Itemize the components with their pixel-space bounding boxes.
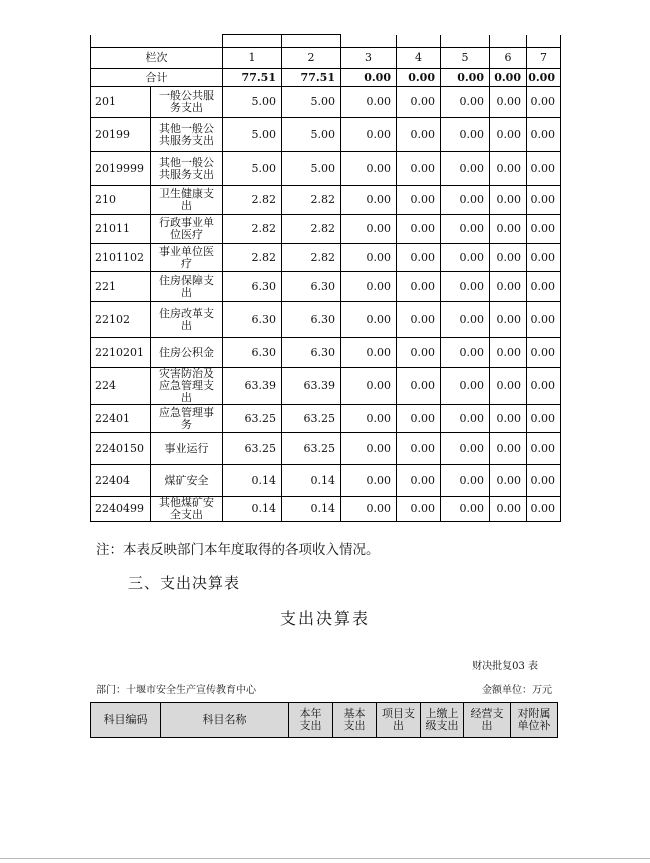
- blank-cell: [223, 35, 282, 48]
- subject-name-line: 灾害防治及: [159, 367, 214, 380]
- amount-cell: 0.00: [490, 272, 527, 302]
- table-row: [91, 244, 561, 272]
- subject-name-line: 住房保障支: [159, 273, 214, 287]
- blank-cell: [397, 35, 441, 48]
- amount-cell: 0.00: [341, 405, 397, 433]
- amount-cell: 6.30: [223, 338, 282, 368]
- table-row: [91, 87, 561, 118]
- subject-name-line: 住房改革支: [159, 306, 214, 320]
- table-row: [91, 368, 561, 405]
- subject-code: 2019999: [91, 152, 151, 186]
- subject-name-line: 共服务支出: [159, 133, 214, 147]
- amount-cell: 6.30: [223, 302, 282, 338]
- column-index: 7: [527, 48, 561, 69]
- header-line: 基本: [343, 707, 366, 720]
- header-line: 单位补: [517, 719, 551, 732]
- table-row: [91, 186, 561, 215]
- amount-cell: 0.00: [441, 465, 490, 497]
- header-line: 出: [481, 719, 493, 732]
- header-line: 科目编码: [103, 713, 148, 726]
- blank-cell: [282, 35, 341, 48]
- blank-cell: [490, 35, 527, 48]
- amount-cell: 0.14: [223, 497, 282, 522]
- subject-name: [151, 368, 223, 405]
- table-row: [91, 338, 561, 368]
- amount-unit-label: 金额单位：万元: [482, 685, 552, 696]
- table-number: 财决批复03 表: [472, 661, 538, 672]
- subject-name-line: 共服务支出: [159, 167, 214, 181]
- column-index-row: [91, 48, 561, 69]
- total-value: 77.51: [282, 69, 341, 87]
- subject-name-line: 卫生健康支: [159, 187, 214, 200]
- amount-cell: 0.00: [527, 244, 561, 272]
- income-table: [90, 34, 561, 522]
- column-index: 1: [223, 48, 282, 69]
- header-line: 支出: [299, 719, 322, 732]
- amount-cell: 0.00: [397, 186, 441, 215]
- amount-cell: 0.00: [490, 465, 527, 497]
- subject-name: [151, 405, 223, 433]
- expenditure-table-title: 支出决算表: [279, 609, 370, 628]
- amount-cell: 0.00: [397, 338, 441, 368]
- amount-cell: 0.00: [397, 465, 441, 497]
- table-row: [91, 497, 561, 522]
- subject-code: 22404: [91, 465, 151, 497]
- blank-cell: [341, 35, 397, 48]
- section-heading: 三、支出决算表: [128, 574, 241, 592]
- subject-code: 2101102: [91, 244, 151, 272]
- amount-cell: 0.00: [490, 302, 527, 338]
- total-value: 0.00: [527, 69, 561, 87]
- header-line: 科目名称: [202, 713, 247, 726]
- amount-cell: 0.00: [341, 152, 397, 186]
- subject-code: 20199: [91, 118, 151, 152]
- amount-cell: 2.82: [282, 244, 341, 272]
- amount-cell: 0.00: [527, 368, 561, 405]
- amount-cell: 0.00: [527, 186, 561, 215]
- amount-cell: 0.00: [490, 152, 527, 186]
- total-label: 合计: [91, 69, 223, 87]
- table-note: 注：本表反映部门本年度取得的各项收入情况。: [96, 542, 380, 558]
- table-row: [91, 118, 561, 152]
- amount-cell: 0.00: [441, 244, 490, 272]
- subject-name: [151, 244, 223, 272]
- amount-cell: 0.00: [341, 87, 397, 118]
- header-line: 对附属: [517, 707, 551, 720]
- amount-cell: 0.00: [341, 186, 397, 215]
- subject-name-line: 其他一般公: [159, 155, 214, 169]
- subject-name-line: 行政事业单: [159, 216, 214, 229]
- amount-cell: 0.00: [341, 302, 397, 338]
- header-cell: [511, 703, 558, 738]
- subject-name: [151, 338, 223, 368]
- subject-name: [151, 152, 223, 186]
- table-row: [91, 152, 561, 186]
- header-cell: [289, 703, 333, 738]
- subject-name: [151, 302, 223, 338]
- column-index: 3: [341, 48, 397, 69]
- amount-cell: 0.00: [441, 272, 490, 302]
- subject-name-line: 出: [181, 285, 192, 299]
- column-index: 2: [282, 48, 341, 69]
- subject-name-line: 全支出: [170, 508, 203, 521]
- department-label: 部门：十堰市安全生产宣传教育中心: [96, 685, 256, 696]
- subject-name-line: 一般公共服: [159, 89, 214, 102]
- subject-name-line: 住房公积金: [159, 345, 214, 359]
- subject-name: [151, 215, 223, 244]
- subject-name-line: 出: [181, 318, 192, 332]
- header-line: 本年: [299, 707, 322, 720]
- blank-cell: [441, 35, 490, 48]
- amount-cell: 0.00: [527, 465, 561, 497]
- amount-cell: 5.00: [223, 87, 282, 118]
- amount-cell: 0.00: [490, 433, 527, 465]
- amount-cell: 0.00: [397, 215, 441, 244]
- amount-cell: 6.30: [282, 338, 341, 368]
- subject-name-line: 疗: [181, 256, 192, 270]
- amount-cell: 0.00: [527, 302, 561, 338]
- subject-name: [151, 186, 223, 215]
- total-value: 0.00: [397, 69, 441, 87]
- amount-cell: 0.00: [397, 244, 441, 272]
- table-row: [91, 302, 561, 338]
- total-value: 0.00: [441, 69, 490, 87]
- amount-cell: 0.00: [441, 118, 490, 152]
- amount-cell: 0.00: [397, 87, 441, 118]
- total-row: [91, 69, 561, 87]
- table-row: [91, 465, 561, 497]
- header-cell: [377, 703, 421, 738]
- amount-cell: 6.30: [223, 272, 282, 302]
- header-cell: [464, 703, 511, 738]
- amount-cell: 63.25: [282, 433, 341, 465]
- amount-cell: 2.82: [282, 215, 341, 244]
- amount-cell: 5.00: [223, 118, 282, 152]
- total-value: 77.51: [223, 69, 282, 87]
- amount-cell: 0.00: [527, 152, 561, 186]
- amount-cell: 0.00: [341, 215, 397, 244]
- amount-cell: 0.00: [441, 186, 490, 215]
- amount-cell: 0.00: [490, 405, 527, 433]
- subject-code: 221: [91, 272, 151, 302]
- column-index: 5: [441, 48, 490, 69]
- subject-code: 201: [91, 87, 151, 118]
- blank-cell: [91, 35, 223, 48]
- subject-code: 2210201: [91, 338, 151, 368]
- amount-cell: 63.39: [282, 368, 341, 405]
- amount-cell: 0.00: [441, 405, 490, 433]
- subject-name-line: 出: [181, 391, 192, 404]
- subject-name-line: 务支出: [170, 101, 203, 114]
- subject-name: [151, 497, 223, 522]
- subject-name: [151, 87, 223, 118]
- amount-cell: 0.00: [397, 497, 441, 522]
- amount-cell: 0.00: [341, 497, 397, 522]
- amount-cell: 0.00: [441, 215, 490, 244]
- amount-cell: 0.00: [490, 87, 527, 118]
- subject-code: 224: [91, 368, 151, 405]
- subject-name-line: 其他一般公: [159, 121, 214, 135]
- header-cell: [91, 703, 161, 738]
- header-line: 支出: [343, 719, 366, 732]
- amount-cell: 0.00: [527, 118, 561, 152]
- table-row: [91, 215, 561, 244]
- subject-name-line: 位医疗: [170, 228, 203, 241]
- total-value: 0.00: [341, 69, 397, 87]
- subject-name: [151, 272, 223, 302]
- table-row: [91, 433, 561, 465]
- amount-cell: 6.30: [282, 272, 341, 302]
- subject-name-line: 应急管理支: [159, 379, 214, 392]
- amount-cell: 0.00: [527, 272, 561, 302]
- amount-cell: 0.00: [441, 433, 490, 465]
- amount-cell: 0.00: [341, 118, 397, 152]
- amount-cell: 63.25: [223, 405, 282, 433]
- subject-name-line: 出: [181, 199, 192, 212]
- amount-cell: 0.00: [441, 152, 490, 186]
- column-index: 4: [397, 48, 441, 69]
- amount-cell: 2.82: [223, 186, 282, 215]
- amount-cell: 5.00: [282, 118, 341, 152]
- subject-name: [151, 433, 223, 465]
- blank-cell: [527, 35, 561, 48]
- amount-cell: 0.00: [341, 465, 397, 497]
- amount-cell: 0.00: [490, 215, 527, 244]
- amount-cell: 0.00: [527, 405, 561, 433]
- subject-code: 2240499: [91, 497, 151, 522]
- amount-cell: 0.00: [341, 368, 397, 405]
- amount-cell: 0.14: [223, 465, 282, 497]
- header-cell: [333, 703, 377, 738]
- amount-cell: 0.00: [441, 87, 490, 118]
- header-cell: [161, 703, 289, 738]
- amount-cell: 0.00: [341, 244, 397, 272]
- amount-cell: 5.00: [223, 152, 282, 186]
- amount-cell: 0.00: [527, 215, 561, 244]
- table-row: [91, 272, 561, 302]
- amount-cell: 0.00: [341, 338, 397, 368]
- amount-cell: 2.82: [223, 244, 282, 272]
- subject-code: 210: [91, 186, 151, 215]
- amount-cell: 0.00: [397, 302, 441, 338]
- amount-cell: 63.25: [282, 405, 341, 433]
- subject-name-line: 应急管理事: [159, 405, 214, 419]
- amount-cell: 2.82: [223, 215, 282, 244]
- amount-cell: 0.00: [397, 405, 441, 433]
- amount-cell: 0.00: [490, 368, 527, 405]
- amount-cell: 0.14: [282, 465, 341, 497]
- column-index: 6: [490, 48, 527, 69]
- amount-cell: 0.00: [341, 433, 397, 465]
- amount-cell: 0.00: [490, 338, 527, 368]
- amount-cell: 0.00: [490, 118, 527, 152]
- amount-cell: 0.00: [397, 152, 441, 186]
- amount-cell: 0.00: [527, 338, 561, 368]
- amount-cell: 2.82: [282, 186, 341, 215]
- subject-name-line: 事业单位医: [159, 244, 214, 258]
- amount-cell: 63.25: [223, 433, 282, 465]
- amount-cell: 0.00: [397, 368, 441, 405]
- header-line: 出: [393, 719, 404, 732]
- total-value: 0.00: [490, 69, 527, 87]
- subject-code: 21011: [91, 215, 151, 244]
- amount-cell: 0.00: [441, 302, 490, 338]
- amount-cell: 0.00: [397, 118, 441, 152]
- subject-name-line: 事业运行: [164, 441, 209, 455]
- header-line: 上缴上: [425, 707, 459, 720]
- page-bottom-edge: [0, 858, 650, 859]
- amount-cell: 5.00: [282, 87, 341, 118]
- subject-code: 22102: [91, 302, 151, 338]
- header-line: 经营支: [470, 707, 504, 720]
- subject-code: 22401: [91, 405, 151, 433]
- subject-name: [151, 118, 223, 152]
- table-row: [91, 405, 561, 433]
- amount-cell: 0.14: [282, 497, 341, 522]
- amount-cell: 63.39: [223, 368, 282, 405]
- table-top-row: [91, 35, 561, 48]
- expenditure-table-header: [90, 702, 558, 738]
- amount-cell: 6.30: [282, 302, 341, 338]
- amount-cell: 0.00: [490, 497, 527, 522]
- subject-name-line: 煤矿安全: [164, 473, 209, 487]
- amount-cell: 5.00: [282, 152, 341, 186]
- amount-cell: 0.00: [490, 244, 527, 272]
- amount-cell: 0.00: [441, 497, 490, 522]
- amount-cell: 0.00: [341, 272, 397, 302]
- amount-cell: 0.00: [397, 433, 441, 465]
- amount-cell: 0.00: [527, 497, 561, 522]
- subject-name-line: 其他煤矿安: [159, 496, 214, 509]
- header-line: 项目支: [382, 707, 415, 720]
- subject-name-line: 务: [181, 417, 192, 431]
- amount-cell: 0.00: [490, 186, 527, 215]
- amount-cell: 0.00: [527, 433, 561, 465]
- index-label: 栏次: [91, 48, 223, 69]
- amount-cell: 0.00: [441, 338, 490, 368]
- amount-cell: 0.00: [441, 368, 490, 405]
- header-cell: [421, 703, 464, 738]
- amount-cell: 0.00: [397, 272, 441, 302]
- subject-code: 2240150: [91, 433, 151, 465]
- amount-cell: 0.00: [527, 87, 561, 118]
- header-line: 级支出: [425, 719, 459, 732]
- subject-name: [151, 465, 223, 497]
